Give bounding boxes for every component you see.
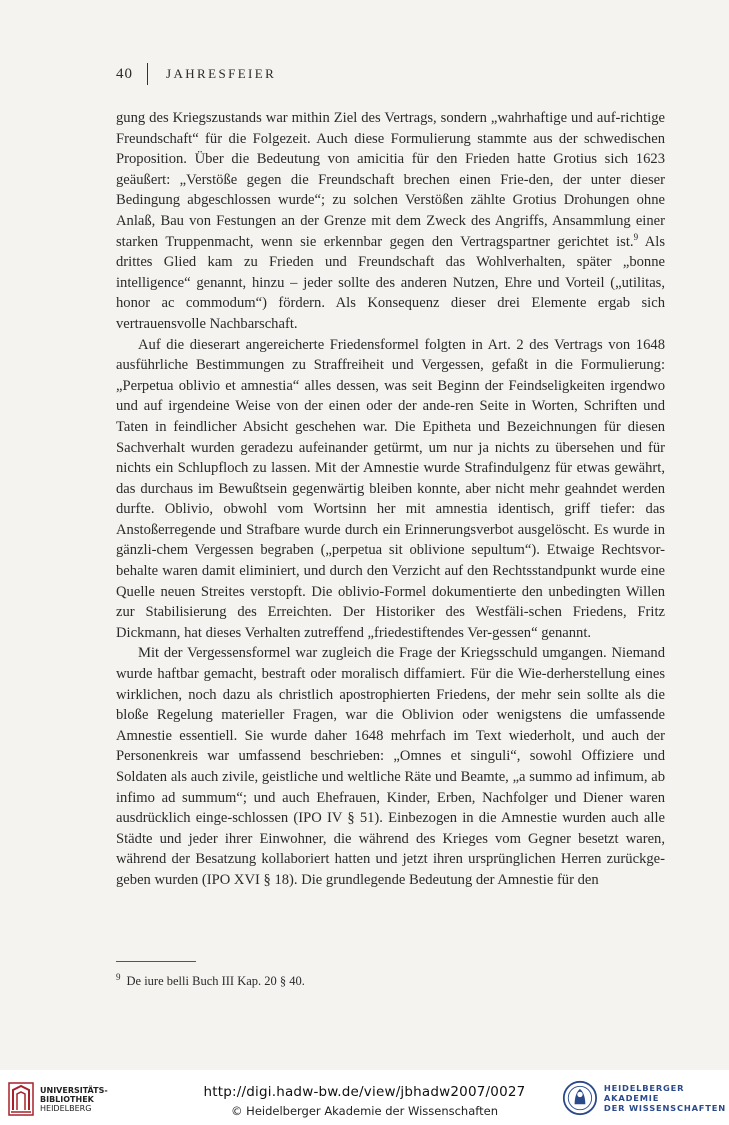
academy-line-1: HEIDELBERGER AKADEMIE (603, 1083, 685, 1103)
header-divider (147, 63, 148, 85)
paragraph-1-part-a: gung des Kriegszustands war mithin Ziel des Vertrags, sondern „wahrhaftige und auf-richtige Freundschaft“ für die Folgezeit. Auch diese Formulierung stammte aus der schwedischen Proposition. Über die Bedeutung von amicitia für den Frieden hatte Grotius sich 1623 geäußert: „Verstöße gegen die Freundschaft brechen einen Frie-den, der unter dieser Bedingung abgeschlossen wurde“; zu solchen Verstößen zählte Grotius Drohungen ohne Anlaß, Bau von Festungen an der Grenze mit dem Zweck des Angriffs, Ansammlung einer starken Truppenmacht, wenn sie erkennbar gegen den Vertragspartner gerichtet ist. (116, 110, 665, 250)
paragraph-1 (116, 108, 665, 335)
paragraph-2: Auf die dieserart angereicherte Friedensformel folgten in Art. 2 des Vertrags von 1648 ausführliche Bestimmungen zu Straffreiheit und Vergessen, gefaßt in die Formulierung: „Perpetua oblivio et amnestia“ alles dessen, was seit Beginn der Feindseligkeiten irgendwo und auf irgendeine Weise von der einen oder der ande-ren Seite in Worten, Schriften und Taten in feindlicher Absicht geschehen war. Die Epitheta und Bezeichnungen für diesen Sachverhalt wurden geradezu aufeinander getürmt, um nur ja nichts zu übersehen und für nichts ein Schlupfloch zu lassen. Mit der Amnestie wurde Strafindulgenz für etwas gewährt, das durchaus im Bewußtsein gegenwärtig bleiben konnte, aber nicht mehr geahndet werden durfte. Oblivio, obwohl vom Wortsinn her mit amnestia identisch, griff tiefer: das Anstoßerregende und Strafbare wurde durch ein Erinnerungsverbot ausgelöscht. Es wurde in gänzli-chem Vergessen begraben („perpetua sit oblivione sepultum“). Etwaige Rechtsvor-behalte waren damit eliminiert, und durch den Verzicht auf den Rechtsstandpunkt wurde eine Quelle neuen Streites verstopft. Die oblivio-Formel dokumentierte den unbedingten Willen zur Stabilisierung des Erreichten. Der Historiker des Westfäli-schen Friedens, Fritz Dickmann, hat dieses Verhalten zutreffend „friedestiftendes Ver-gessen“ genannt. (116, 336, 665, 641)
paragraph-1-part-b: Als drittes Glied kam zu Frieden und Freundschaft das Wohlverhalten, später „bonne intelligence“ genannt, hinzu – jeder sollte des anderen Nutzen, Ehre und Vorteil („utilitas, honor ac commodum“) fördern. Als Konsequenz dieser drei Elemente ergab sich vertrauensvolle Nachbarschaft. (116, 233, 665, 332)
academy-name (604, 1083, 729, 1113)
library-line-1: UNIVERSITÄTS- (40, 1085, 108, 1095)
library-line-3: HEIDELBERG (40, 1103, 92, 1113)
library-line-2: BIBLIOTHEK (40, 1094, 94, 1104)
running-head (116, 62, 276, 86)
academy-line-2: DER WISSENSCHAFTEN (603, 1103, 726, 1113)
academy-logo[interactable] (562, 1078, 729, 1118)
footnote-divider (116, 961, 196, 962)
footnote-text: De iure belli Buch III Kap. 20 § 40. (126, 974, 305, 989)
footnote-reference[interactable]: 9 (633, 231, 639, 242)
page-number: 40 (116, 65, 133, 82)
footnote-number: 9 (116, 972, 121, 982)
permalink-url[interactable]: http://digi.hadw-bw.de/view/jbhadw2007/0027 (203, 1084, 526, 1100)
running-title: JAHRESFEIER (166, 66, 277, 81)
body-text (116, 108, 665, 891)
academy-seal-icon (562, 1078, 598, 1118)
footer-bar (0, 1070, 729, 1125)
footnote (116, 968, 665, 990)
copyright-notice: © Heidelberger Akademie der Wissenschaften (231, 1104, 498, 1118)
paragraph-3: Mit der Vergessensformel war zugleich die Frage der Kriegsschuld umgangen. Niemand wurde haftbar gemacht, bestraft oder moralisch diffamiert. Für die Wie-derherstellung eines wirklichen, noch dazu als christlich apostrophierten Friedens, der mehr sein sollte als die bloße Regelung materieller Fragen, war die Oblivion oder wenigstens die umfassende Amnestie essentiell. Sie wurde daher 1648 mehrfach im Text wiederholt, und auch der Personenkreis war umfassend beschrieben: „Omnes et singuli“, sowohl Offiziere und Soldaten als auch zivile, geistliche und weltliche Räte und Beamte, „a summo ad infimum, ab infimo ad summum“; und auch Ehefrauen, Kinder, Erben, Nachfolger und Diener waren ausdrücklich einge-schlossen (IPO IV § 51). Einbezogen in die Amnestie wurden auch alle Städte und jeder ihrer Einwohner, die während des Krieges vom Gegner besetzt waren, während der Besatzung kollaboriert hatten und jetzt ihren ursprünglichen Herren zurückge-geben wurden (IPO XVI § 18). Die grundlegende Bedeutung der Amnestie für den (116, 645, 665, 888)
